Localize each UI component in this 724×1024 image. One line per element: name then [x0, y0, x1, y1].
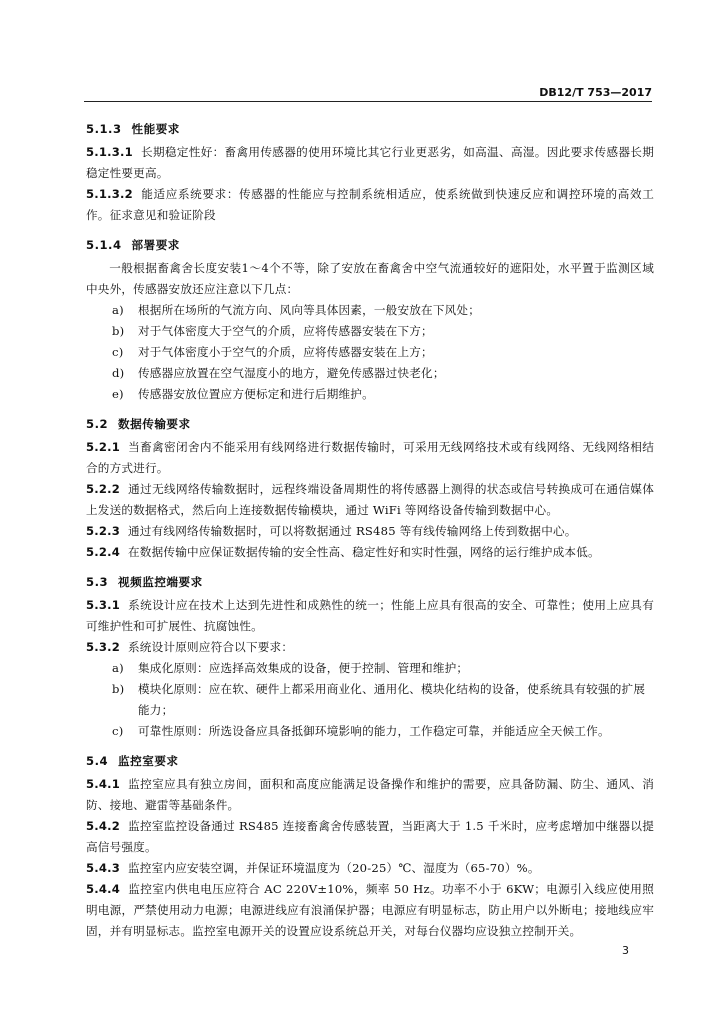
section-heading-5-4: 5.4 监控室要求: [86, 754, 179, 768]
clause-5-1-3-2: 5.1.3.2 能适应系统要求：传感器的性能应与控制系统相适应，使系统做到快速反应和调控环境的高效工作。征求意见和验证阶段: [86, 187, 654, 222]
clause-5-4-3: 5.4.3 监控室内应安装空调，并保证环境温度为（20-25）℃、湿度为（65-70）%。: [86, 861, 540, 875]
clause-5-2-3: 5.2.3 通过有线网络传输数据时，可以将数据通过 RS485 等有线传输网络上传到数据中心。: [86, 524, 577, 538]
clause-5-2-1: 5.2.1 当畜禽密闭舍内不能采用有线网络进行数据传输时，可采用无线网络技术或有线网络、无线网络相结合的方式进行。: [86, 440, 654, 475]
list-item: b) 模块化原则：应在软、硬件上都采用商业化、通用化、模块化结构的设备，使系统具有较强的扩展能力；: [112, 682, 646, 717]
list-item: e) 传感器安放位置应方便标定和进行后期维护。: [112, 387, 374, 401]
list-item: c) 对于气体密度小于空气的介质，应将传感器安装在上方；: [112, 345, 433, 359]
list-item: d) 传感器应放置在空气湿度小的地方，避免传感器过快老化；: [112, 366, 445, 380]
list-item: a) 根据所在场所的气流方向、风向等具体因素，一般安放在下风处；: [112, 303, 481, 317]
clause-5-3-1: 5.3.1 系统设计应在技术上达到先进性和成熟性的统一；性能上应具有很高的安全、可靠性；使用上应具有可维护性和可扩展性、抗腐蚀性。: [86, 598, 654, 633]
list-item: b) 对于气体密度大于空气的介质，应将传感器安装在下方；: [112, 324, 433, 338]
document-body: [86, 116, 654, 942]
standard-code-header: [84, 86, 652, 102]
section-heading-5-2: 5.2 数据传输要求: [86, 417, 191, 431]
page-number: 3: [622, 944, 629, 957]
standard-code: DB12/T 753—2017: [539, 86, 652, 99]
clause-5-1-3-1: 5.1.3.1 长期稳定性好：畜禽用传感器的使用环境比其它行业更恶劣，如高温、高湿。因此要求传感器长期稳定性要更高。: [86, 145, 654, 180]
clause-5-4-4: 5.4.4 监控室内供电电压应符合 AC 220V±10%，频率 50 Hz。功率不小于 6KW；电源引入线应使用照明电源，严禁使用动力电源；电源进线应有浪涌保护器；电源应有明显标志，防止用户以外断电；接地线应牢固，并有明显标志。监控室电源开关的设置应设系统总开关，对每台仪器均应设独立控制开关。: [86, 882, 654, 938]
section-heading-5-1-3: 5.1.3 性能要求: [86, 122, 180, 136]
clause-5-4-1: 5.4.1 监控室应具有独立房间，面积和高度应能满足设备操作和维护的需要，应具备防漏、防尘、通风、消防、接地、避雷等基础条件。: [86, 777, 654, 812]
deployment-intro: 一般根据畜禽舍长度安装1～4个不等，除了安放在畜禽舍中空气流通较好的遮阳处，水平置于监测区域中央外，传感器安放还应注意以下几点：: [86, 261, 654, 296]
clause-5-4-2: 5.4.2 监控室监控设备通过 RS485 连接畜禽舍传感装置，当距离大于 1.5 千米时，应考虑增加中继器以提高信号强度。: [86, 819, 654, 854]
section-heading-5-1-4: 5.1.4 部署要求: [86, 238, 180, 252]
list-item: c) 可靠性原则：所选设备应具备抵御环境影响的能力，工作稳定可靠，并能适应全天候工作。: [112, 724, 610, 738]
clause-5-2-4: 5.2.4 在数据传输中应保证数据传输的安全性高、稳定性好和实时性强，网络的运行维护成本低。: [86, 545, 600, 559]
list-item: a) 集成化原则：应选择高效集成的设备，便于控制、管理和维护；: [112, 661, 469, 675]
section-heading-5-3: 5.3 视频监控端要求: [86, 575, 203, 589]
clause-5-2-2: 5.2.2 通过无线网络传输数据时，远程终端设备周期性的将传感器上测得的状态或信号转换成可在通信媒体上发送的数据格式，然后向上连接数据传输模块，通过 WiFi 等网络设备传输到数据中心。: [86, 482, 654, 517]
clause-5-3-2: 5.3.2 系统设计原则应符合以下要求：: [86, 640, 294, 654]
